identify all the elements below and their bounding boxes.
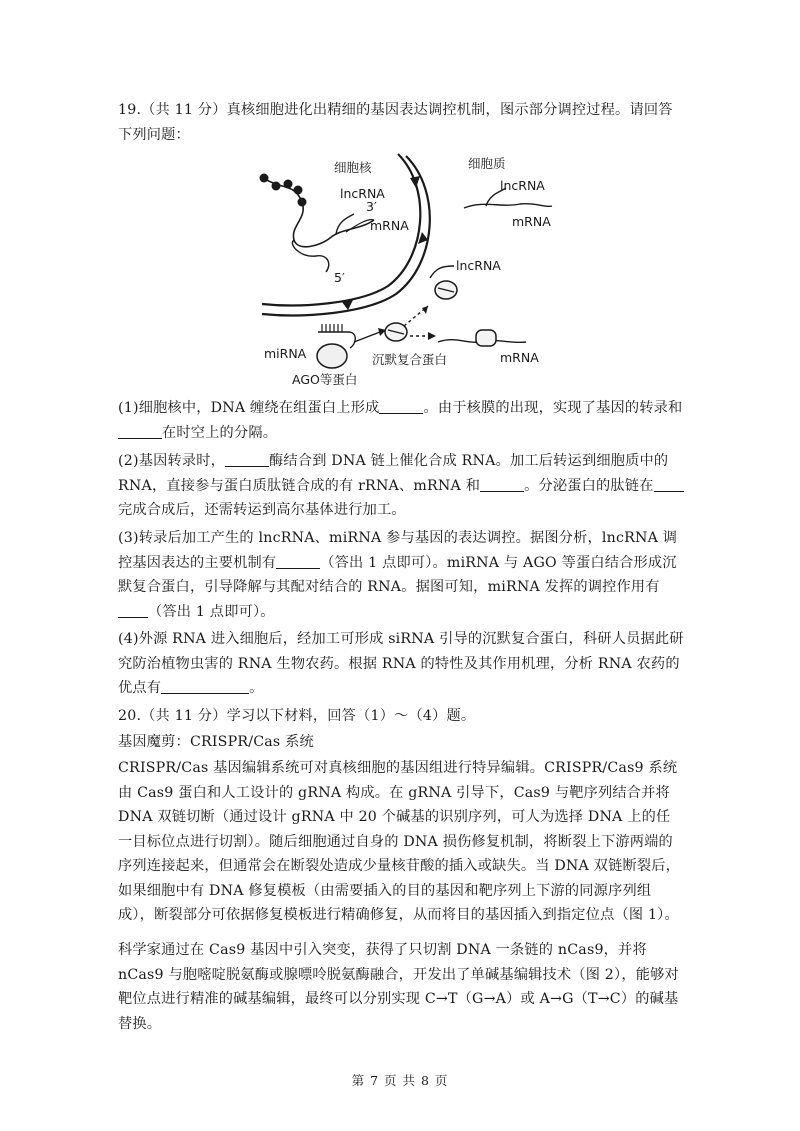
q19-p4-text-b: 。: [249, 680, 264, 696]
bound-complex-bottom: [476, 330, 496, 346]
gene-regulation-figure: [250, 148, 570, 398]
label-3prime: 3′: [366, 199, 377, 214]
q20-para2: 科学家通过在 Cas9 基因中引入突变，获得了只切割 DNA 一条链的 nCas9，并将 nCas9 与胞嘧啶脱氨酶或腺嘌呤脱氨酶融合，开发出了单碱基编辑技术（图 2），能够对靶位点进行精准的碱基编辑，最终可以分别实现 C→T（G→A）或 A→G（T→C）的碱基替换。: [118, 942, 679, 1032]
label-mrna-bottom: mRNA: [500, 350, 539, 365]
arrow-to-complex: [354, 332, 380, 342]
q19-part2: [118, 449, 684, 523]
figure-svg: [250, 148, 570, 398]
page-footer: 第 7 页 共 8 页: [351, 1073, 449, 1088]
label-ago: AGO等蛋白: [292, 372, 358, 387]
label-mirna: miRNA: [264, 346, 307, 361]
ago-protein: [317, 344, 347, 368]
q19-p1-text-c: 在时空上的分隔。: [162, 424, 278, 441]
answer-blank: [379, 399, 423, 414]
q20-header: 20.（共 11 分）学习以下材料，回答（1）～（4）题。: [118, 708, 476, 724]
q19-p2-text-b: 酶结合到 DNA 链上催化合成 RNA。加工后转运到细胞质中的 RNA，直接参与蛋白质肽链合成的有 rRNA、mRNA 和: [118, 453, 669, 494]
q19-p2-text-a: (2)基因转录时，: [118, 453, 226, 469]
q20-para1: CRISPR/Cas 基因编辑系统可对真核细胞的基因组进行特异编辑。CRISPR/Cas9 系统由 Cas9 蛋白和人工设计的 gRNA 构成。在 gRNA 引导下，Cas9 与靶序列结合并将 DNA 双链切断（通过设计 gRNA 中 20 个碱基的识别序列，可人为选择 DNA 上的任一目标位点进行切割）。随后细胞通过自身的 DNA 损伤修复机制，将断裂上下游两端的序列连接起来，但通常会在断裂处造成少量核苷酸的插入或缺失。当 DNA 双链断裂后，如果细胞中有 DNA 修复模板（由需要插入的目的基因和靶序列上下游的同源序列组成），断裂部分可依据修复模板进行精确修复，从而将目的基因插入到指定位点（图 1）。: [118, 760, 681, 923]
answer-blank: [118, 424, 162, 439]
answer-blank: [480, 477, 524, 492]
q19-p3-text-b: （答出 1 点即可）。miRNA 与 AGO 等蛋白结合形成沉默复合蛋白，引导降解与其配对结合的 RNA。据图可知，miRNA 发挥的调控作用有: [118, 554, 677, 595]
label-cytoplasm: 细胞质: [468, 156, 506, 171]
mirna-ticks: [322, 324, 342, 332]
q19-p1-text-a: (1)细胞核中，DNA 缠绕在组蛋白上形成: [118, 400, 380, 416]
mrna-cyto-top: [464, 204, 552, 208]
q19-part3: [118, 526, 684, 624]
label-mrna-nucleus: mRNA: [370, 218, 409, 233]
q19-p4-text-a: (4)外源 RNA 进入细胞后，经加工可形成 siRNA 引导的沉默复合蛋白，科研人员据此研究防治植物虫害的 RNA 生物农药。根据 RNA 的特性及其作用机理，分析 RNA 农药的优点有: [118, 631, 684, 696]
q19-p1-text-b: 。由于核膜的出现，实现了基因的转录和: [423, 400, 683, 416]
q19-part4: [118, 627, 684, 701]
q19-header: 19.（共 11 分）真核细胞进化出精细的基因表达调控机制，图示部分调控过程。请回答下列问题：: [118, 102, 673, 143]
label-mrna-cyto-top: mRNA: [512, 214, 551, 229]
label-lncrna-cyto-top: lncRNA: [500, 178, 545, 193]
q20-title: 基因魔剪：CRISPR/Cas 系统: [118, 734, 314, 750]
lncrna-cyto-mid-strand: [430, 266, 454, 278]
q19-p3-text-c: （答出 1 点即可）。: [148, 603, 275, 620]
q19-p3-text-a: (3)转录后加工产生的 lncRNA、miRNA 参与基因的表达调控。据图分析，lncRNA 调控基因表达的主要机制有: [118, 530, 678, 571]
dashed-arrow-right-head: [428, 332, 436, 340]
label-silencing-complex: 沉默复合蛋白: [372, 352, 448, 367]
answer-blank: [225, 452, 269, 467]
answer-blank: [118, 603, 148, 618]
label-5prime: 5′: [334, 270, 345, 285]
q19-p2-text-c: 。分泌蛋白的肽链在: [524, 477, 654, 494]
q19-p2-text-d: 完成合成后，还需转运到高尔基体进行加工。: [118, 502, 406, 518]
label-lncrna-nucleus: lncRNA: [340, 186, 385, 201]
answer-blank: [654, 477, 684, 492]
answer-blank: [276, 554, 320, 569]
membrane-arrow-1: [410, 176, 420, 188]
label-lncrna-cyto-mid: lncRNA: [456, 258, 501, 273]
chromatin: [260, 174, 307, 207]
q19-part1: [118, 396, 684, 445]
answer-blank: [161, 679, 249, 694]
label-nucleus: 细胞核: [334, 160, 372, 175]
